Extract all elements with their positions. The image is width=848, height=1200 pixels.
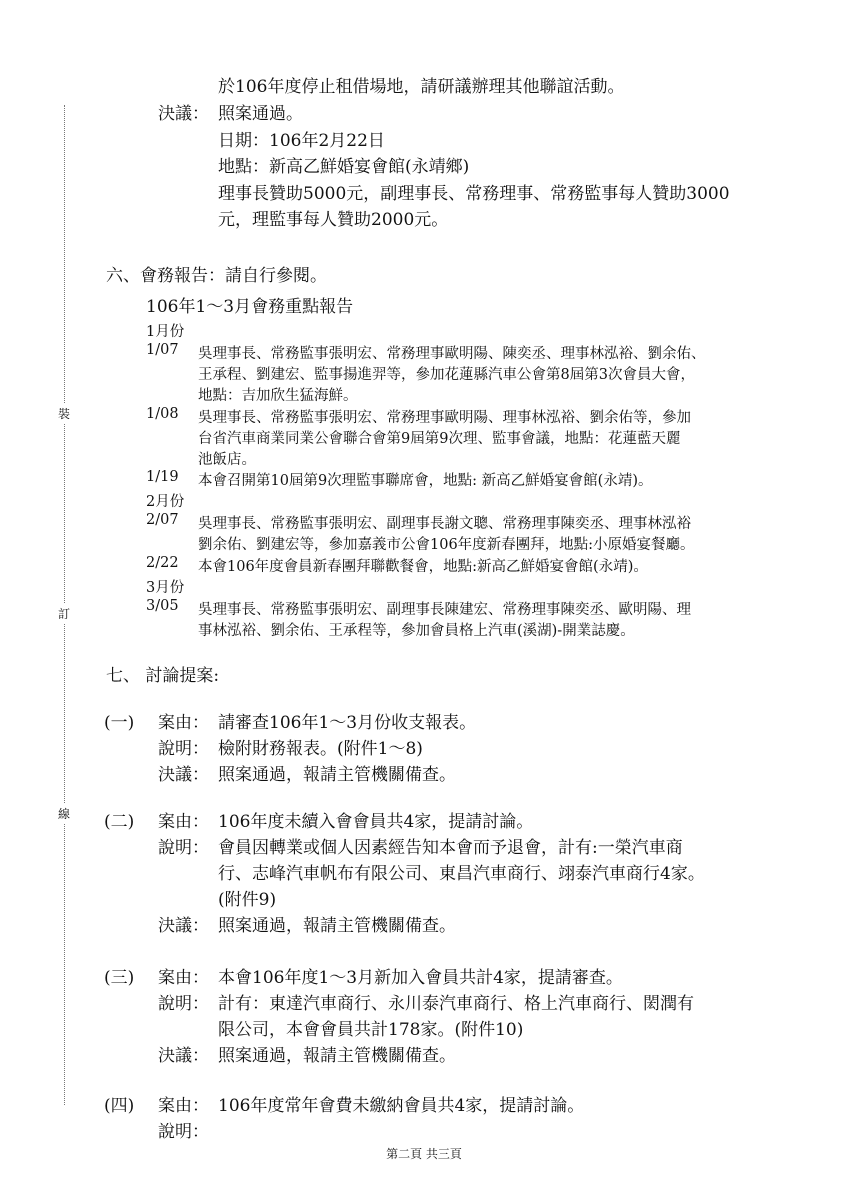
proposal-label: 說明： <box>158 739 209 759</box>
entry-line: 吳理事長、常務監事張明宏、副理事長謝文聰、常務理事陳奕丞、理事林泓裕 <box>198 516 691 532</box>
entry-line: 本會召開第10屆第9次理監事聯席會，地點: 新高乙鮮婚宴會館(永靖)。 <box>198 473 653 489</box>
entry-line: 事林泓裕、劉余佑、王承程等，參加會員格上汽車(溪湖)-開業誌慶。 <box>198 623 635 639</box>
proposal-text: 106年度常年會費未繳納會員共4家，提請討論。 <box>218 1096 585 1116</box>
entry-line: 地點：吉加欣生猛海鮮。 <box>198 388 358 404</box>
proposal-label: 決議： <box>158 1046 209 1066</box>
proposal-label: 案由： <box>158 968 209 988</box>
proposal-text: 照案通過，報請主管機關備查。 <box>218 1046 456 1066</box>
sec5-date: 日期：106年2月22日 <box>218 131 385 151</box>
sec5-sponsor-line-2: 元，理監事每人贊助2000元。 <box>218 210 449 230</box>
proposal-label: 案由： <box>158 812 209 832</box>
proposal-label: 案由： <box>158 713 209 733</box>
proposal-text: 106年度未續入會會員共4家，提請討論。 <box>218 812 534 832</box>
proposal-text: 限公司，本會會員共計178家。(附件10) <box>218 1020 524 1040</box>
entry-line: 吳理事長、常務監事張明宏、副理事長陳建宏、常務理事陳奕丞、歐明陽、理 <box>198 602 691 618</box>
proposal-text: (附件9) <box>218 890 277 910</box>
sec5-resolution: 照案通過。 <box>218 104 303 124</box>
sec7-heading: 七、 討論提案: <box>106 666 220 686</box>
entry-date: 1/08 <box>146 406 179 422</box>
proposal-label: 決議： <box>158 916 209 936</box>
sec5-sponsor-line-1: 理事長贊助5000元，副理事長、常務理事、常務監事每人贊助3000 <box>218 184 730 204</box>
sec5-resolution-label: 決議： <box>158 104 209 124</box>
page-footer: 第二頁 共三頁 <box>386 1147 462 1161</box>
sec5-place: 地點：新高乙鮮婚宴會館(永靖鄉) <box>218 157 470 177</box>
proposal-number: (二) <box>104 812 135 832</box>
entry-line: 劉余佑、劉建宏等，參加嘉義市公會106年度新春團拜，地點:小原婚宴餐廳。 <box>198 537 695 553</box>
proposal-text: 照案通過，報請主管機關備查。 <box>218 916 456 936</box>
proposal-number: (一) <box>104 713 135 733</box>
entry-date: 3/05 <box>146 598 179 614</box>
entry-line: 台省汽車商業同業公會聯合會第9屆第9次理、監事會議，地點：花蓮藍天麗 <box>198 431 681 447</box>
proposal-label: 說明： <box>158 838 209 858</box>
entry-date: 1/07 <box>146 342 179 358</box>
proposal-label: 說明： <box>158 994 209 1014</box>
proposal-label: 說明： <box>158 1122 209 1142</box>
proposal-text: 行、志峰汽車帆布有限公司、東昌汽車商行、翊泰汽車商行4家。 <box>218 864 705 884</box>
entry-line: 王承程、劉建宏、監事揚進羿等，參加花蓮縣汽車公會第8屆第3次會員大會， <box>198 367 695 383</box>
entry-line: 本會106年度會員新春團拜聯歡餐會，地點:新高乙鮮婚宴會館(永靖)。 <box>198 559 648 575</box>
proposal-text: 請審查106年1～3月份收支報表。 <box>218 713 477 733</box>
proposal-number: (三) <box>104 968 135 988</box>
binding-mark-xian: 線 <box>56 803 72 824</box>
month-label: 3月份 <box>146 580 185 596</box>
entry-line: 吳理事長、常務監事張明宏、常務理事歐明陽、陳奕丞、理事林泓裕、劉余佑、 <box>198 346 706 362</box>
entry-line: 池飯店。 <box>198 452 256 468</box>
sec5-continuation: 於106年度停止租借場地，請研議辦理其他聯誼活動。 <box>218 77 625 97</box>
proposal-text: 檢附財務報表。(附件1～8) <box>218 739 423 759</box>
binding-mark-zhuang: 裝 <box>56 403 72 424</box>
entry-date: 2/07 <box>146 512 179 528</box>
month-label: 1月份 <box>146 324 185 340</box>
entry-date: 2/22 <box>146 555 179 571</box>
entry-line: 吳理事長、常務監事張明宏、常務理事歐明陽、理事林泓裕、劉余佑等，參加 <box>198 410 691 426</box>
proposal-text: 計有：東達汽車商行、永川泰汽車商行、格上汽車商行、閎潤有 <box>218 994 694 1014</box>
entry-date: 1/19 <box>146 469 179 485</box>
proposal-text: 照案通過，報請主管機關備查。 <box>218 765 456 785</box>
sec6-heading: 六、會務報告：請自行參閱。 <box>106 266 327 286</box>
proposal-number: (四) <box>104 1096 135 1116</box>
month-label: 2月份 <box>146 494 185 510</box>
binding-mark-ding: 訂 <box>56 603 72 624</box>
sec6-subtitle: 106年1～3月會務重點報告 <box>146 297 354 317</box>
proposal-text: 會員因轉業或個人因素經告知本會而予退會，計有:一榮汽車商 <box>218 838 683 858</box>
proposal-label: 案由： <box>158 1096 209 1116</box>
proposal-text: 本會106年度1～3月新加入會員共計4家，提請審查。 <box>218 968 623 988</box>
proposal-label: 決議： <box>158 765 209 785</box>
